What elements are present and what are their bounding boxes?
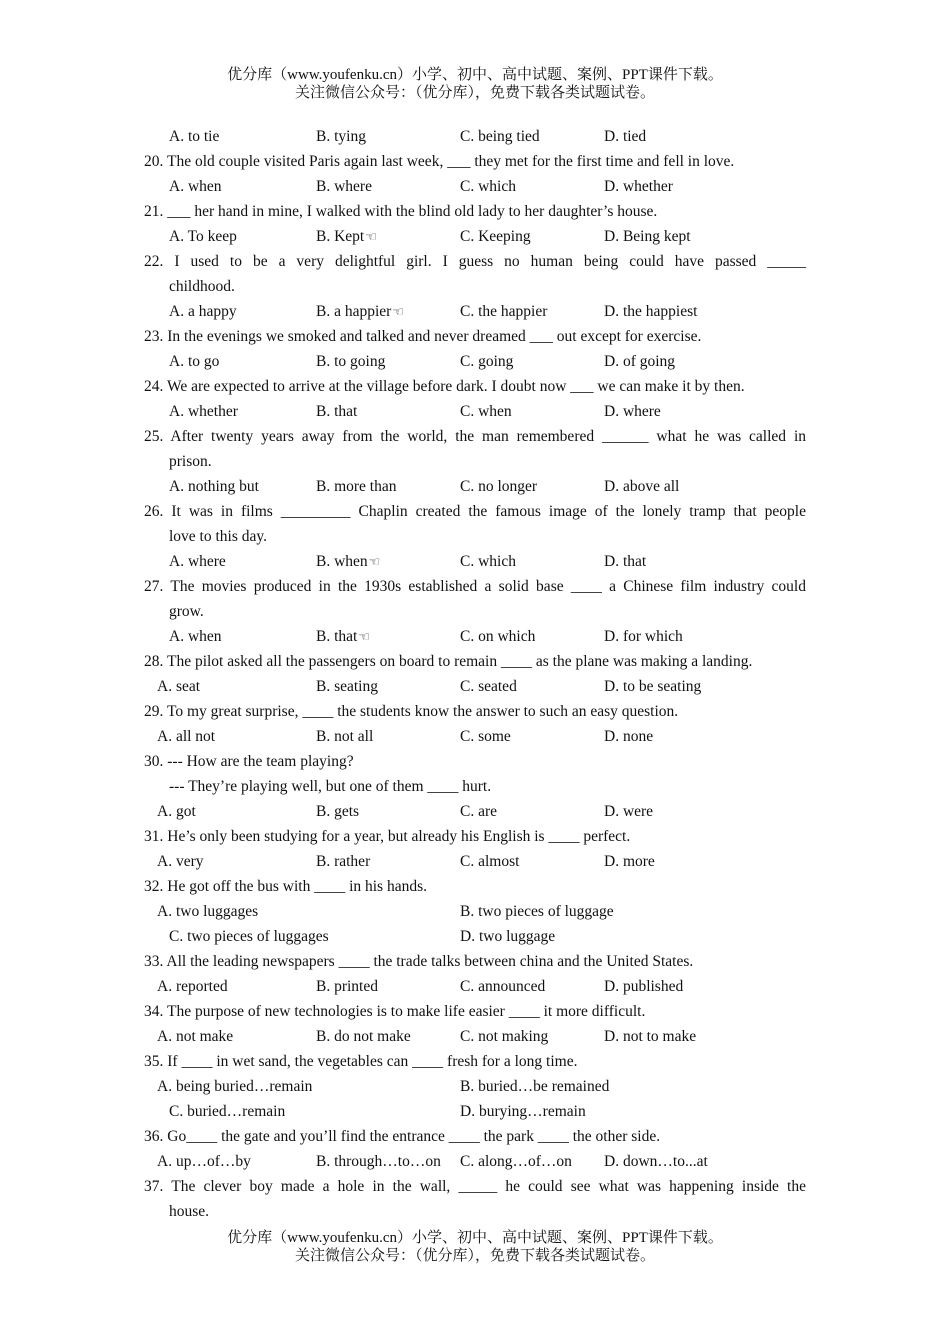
answer-option[interactable] bbox=[460, 974, 545, 999]
answer-options bbox=[144, 224, 806, 249]
answer-option-label: B. not all bbox=[316, 728, 374, 745]
answer-option[interactable] bbox=[316, 349, 385, 374]
answer-option-label: B. more than bbox=[316, 478, 397, 495]
answer-options bbox=[144, 899, 806, 924]
answer-option[interactable] bbox=[316, 799, 359, 824]
answer-option[interactable] bbox=[169, 124, 219, 149]
answer-option[interactable] bbox=[316, 674, 378, 699]
answer-option[interactable] bbox=[460, 1024, 548, 1049]
answer-option-label: C. when bbox=[460, 403, 512, 420]
answer-option[interactable] bbox=[157, 1149, 251, 1174]
answer-option[interactable] bbox=[460, 674, 517, 699]
answer-option[interactable] bbox=[460, 849, 519, 874]
answer-options bbox=[144, 624, 806, 649]
answer-option[interactable] bbox=[604, 474, 679, 499]
answer-option[interactable] bbox=[460, 924, 555, 949]
answer-option-label: A. very bbox=[157, 853, 204, 870]
answer-option[interactable] bbox=[157, 1024, 233, 1049]
answer-options bbox=[144, 849, 806, 874]
answer-option[interactable] bbox=[169, 549, 226, 574]
question-line: 30. --- How are the team playing? bbox=[144, 753, 354, 770]
answer-option-label: C. going bbox=[460, 353, 514, 370]
answer-option-label: D. more bbox=[604, 853, 655, 870]
answer-option-label: A. got bbox=[157, 803, 196, 820]
question-block bbox=[144, 1174, 806, 1224]
question-line: 26. It was in films _________ Chaplin created the famous image of the lonely tramp that people bbox=[144, 503, 806, 520]
answer-option[interactable] bbox=[460, 224, 531, 249]
answer-option-label: A. seat bbox=[157, 678, 201, 695]
answer-option-label: D. not to make bbox=[604, 1028, 697, 1045]
answer-option-label: D. Being kept bbox=[604, 228, 691, 245]
answer-option[interactable] bbox=[460, 899, 614, 924]
answer-option-label: C. not making bbox=[460, 1028, 549, 1045]
answer-option-label: A. a happy bbox=[169, 303, 237, 320]
answer-option-label: D. none bbox=[604, 728, 654, 745]
footer-line-2: 关注微信公众号：（优分库），免费下载各类试题试卷。 bbox=[294, 1248, 655, 1264]
answer-option-label: B. rather bbox=[316, 853, 371, 870]
pointing-hand-icon: ☜ bbox=[392, 304, 404, 319]
answer-option-label: C. some bbox=[460, 728, 511, 745]
question-line: 29. To my great surprise, ____ the students know the answer to such an easy question. bbox=[144, 703, 679, 720]
question-line: 28. The pilot asked all the passengers on board to remain ____ as the plane was making a landing. bbox=[144, 653, 753, 670]
question-line: 34. The purpose of new technologies is to make life easier ____ it more difficult. bbox=[144, 1003, 646, 1020]
answer-option-label: A. all not bbox=[157, 728, 216, 745]
answer-option[interactable] bbox=[169, 924, 329, 949]
answer-options bbox=[144, 349, 806, 374]
answer-option[interactable] bbox=[460, 624, 535, 649]
answer-option[interactable] bbox=[169, 299, 237, 324]
answer-option[interactable] bbox=[460, 124, 540, 149]
answer-option-label: C. no longer bbox=[460, 478, 538, 495]
answer-option[interactable] bbox=[604, 624, 683, 649]
answer-option[interactable] bbox=[604, 799, 653, 824]
answer-option[interactable] bbox=[604, 399, 661, 424]
answer-options bbox=[144, 299, 806, 324]
question-line: 37. The clever boy made a hole in the wall, _____ he could see what was happening inside the bbox=[144, 1178, 806, 1195]
answer-option[interactable] bbox=[169, 399, 238, 424]
answer-option[interactable] bbox=[604, 674, 701, 699]
answer-options bbox=[144, 799, 806, 824]
answer-option-label: A. being buried…remain bbox=[157, 1078, 313, 1095]
answer-option[interactable] bbox=[460, 349, 513, 374]
question-continuation: childhood. bbox=[169, 278, 235, 295]
answer-option-label: C. announced bbox=[460, 978, 546, 995]
question-block bbox=[144, 499, 806, 549]
answer-options bbox=[144, 974, 806, 999]
answer-options bbox=[144, 924, 806, 949]
answer-option[interactable] bbox=[460, 474, 537, 499]
answer-options bbox=[144, 674, 806, 699]
answer-options bbox=[144, 549, 806, 574]
answer-option[interactable] bbox=[169, 349, 219, 374]
answer-option[interactable] bbox=[460, 549, 516, 574]
answer-option-label: C. the happier bbox=[460, 303, 548, 320]
pointing-hand-icon: ☜ bbox=[368, 554, 381, 569]
answer-options bbox=[144, 1099, 806, 1124]
answer-option[interactable] bbox=[169, 224, 237, 249]
answer-option[interactable] bbox=[604, 224, 691, 249]
answer-option[interactable] bbox=[604, 1149, 708, 1174]
answer-option[interactable] bbox=[604, 349, 675, 374]
answer-option-label: B. do not make bbox=[316, 1028, 411, 1045]
answer-option[interactable] bbox=[460, 299, 547, 324]
answer-option-label: D. of going bbox=[604, 353, 676, 370]
answer-option[interactable] bbox=[157, 1074, 312, 1099]
answer-option-label: A. nothing but bbox=[169, 478, 259, 495]
answer-option-label: A. reported bbox=[157, 978, 228, 995]
answer-option-label: D. tied bbox=[604, 128, 647, 145]
answer-option[interactable] bbox=[316, 624, 370, 649]
answer-options bbox=[144, 399, 806, 424]
question-line: 36. Go____ the gate and you’ll find the entrance ____ the park ____ the other side. bbox=[144, 1128, 661, 1145]
question-line: 33. All the leading newspapers ____ the trade talks between china and the United States. bbox=[144, 953, 694, 970]
answer-option[interactable] bbox=[316, 1024, 411, 1049]
answer-options bbox=[144, 1074, 806, 1099]
answer-option-label: B. tying bbox=[316, 128, 366, 145]
answer-option-label: B. two pieces of luggage bbox=[460, 903, 614, 920]
question-continuation: prison. bbox=[169, 453, 212, 470]
answer-option-label: A. up…of…by bbox=[157, 1153, 251, 1170]
question-line: 21. ___ her hand in mine, I walked with the blind old lady to her daughter’s house. bbox=[144, 203, 658, 220]
answer-option-label: B. a happier bbox=[316, 303, 392, 320]
answer-option[interactable] bbox=[316, 124, 366, 149]
answer-option-label: D. where bbox=[604, 403, 661, 420]
page-footer bbox=[0, 1229, 950, 1265]
answer-option[interactable] bbox=[604, 849, 655, 874]
answer-option[interactable] bbox=[157, 974, 228, 999]
question-line: --- They’re playing well, but one of them ____ hurt. bbox=[169, 778, 492, 795]
answer-options bbox=[144, 1024, 806, 1049]
header-line-1: 优分库（www.youfenku.cn）小学、初中、高中试题、案例、PPT课件下载。 bbox=[227, 67, 723, 83]
answer-option-label: A. when bbox=[169, 628, 222, 645]
question-line: 32. He got off the bus with ____ in his hands. bbox=[144, 878, 428, 895]
answer-option-label: A. two luggages bbox=[157, 903, 259, 920]
answer-option-label: D. two luggage bbox=[460, 928, 556, 945]
answer-option[interactable] bbox=[157, 674, 200, 699]
answer-option-label: D. that bbox=[604, 553, 647, 570]
question-block bbox=[144, 249, 806, 299]
answer-option[interactable] bbox=[316, 549, 380, 574]
answer-option[interactable] bbox=[604, 299, 697, 324]
answer-option-label: B. when bbox=[316, 553, 368, 570]
answer-options bbox=[144, 1149, 806, 1174]
answer-option[interactable] bbox=[316, 174, 372, 199]
question-continuation: grow. bbox=[169, 603, 204, 620]
answer-option[interactable] bbox=[169, 174, 222, 199]
answer-option[interactable] bbox=[604, 724, 653, 749]
answer-option[interactable] bbox=[460, 1149, 572, 1174]
answer-option-label: A. where bbox=[169, 553, 226, 570]
answer-option-label: B. printed bbox=[316, 978, 378, 995]
answer-option[interactable] bbox=[460, 174, 516, 199]
answer-option-label: B. that bbox=[316, 628, 358, 645]
answer-option-label: A. to tie bbox=[169, 128, 220, 145]
answer-option-label: C. almost bbox=[460, 853, 520, 870]
question-line: 23. In the evenings we smoked and talked and never dreamed ___ out except for exercise. bbox=[144, 328, 702, 345]
answer-option[interactable] bbox=[169, 624, 222, 649]
question-line: 25. After twenty years away from the world, the man remembered ______ what he was called in bbox=[144, 428, 806, 445]
answer-option[interactable] bbox=[157, 724, 215, 749]
answer-option-label: D. to be seating bbox=[604, 678, 702, 695]
answer-option-label: A. To keep bbox=[169, 228, 237, 245]
question-continuation: love to this day. bbox=[169, 528, 268, 545]
answer-option-label: A. when bbox=[169, 178, 222, 195]
answer-option[interactable] bbox=[460, 399, 512, 424]
answer-option[interactable] bbox=[316, 299, 404, 324]
answer-option[interactable] bbox=[460, 724, 511, 749]
answer-option-label: C. on which bbox=[460, 628, 536, 645]
answer-option-label: B. to going bbox=[316, 353, 386, 370]
answer-option-label: A. not make bbox=[157, 1028, 234, 1045]
question-line: 35. If ____ in wet sand, the vegetables can ____ fresh for a long time. bbox=[144, 1053, 578, 1070]
answer-option[interactable] bbox=[460, 1074, 609, 1099]
header-line-2: 关注微信公众号：（优分库），免费下载各类试题试卷。 bbox=[294, 85, 655, 101]
answer-option[interactable] bbox=[316, 849, 370, 874]
answer-option[interactable] bbox=[604, 974, 683, 999]
answer-option-label: B. through…to…on bbox=[316, 1153, 441, 1170]
answer-option-label: B. seating bbox=[316, 678, 378, 695]
answer-option-label: C. are bbox=[460, 803, 498, 820]
answer-option[interactable] bbox=[316, 724, 373, 749]
answer-option-label: A. to go bbox=[169, 353, 220, 370]
answer-option[interactable] bbox=[460, 1099, 586, 1124]
answer-option-label: D. were bbox=[604, 803, 654, 820]
answer-option[interactable] bbox=[157, 799, 196, 824]
answer-option-label: D. above all bbox=[604, 478, 680, 495]
footer-line-1: 优分库（www.youfenku.cn）小学、初中、高中试题、案例、PPT课件下载。 bbox=[227, 1230, 723, 1246]
question-line: 27. The movies produced in the 1930s established a solid base ____ a Chinese film industry could bbox=[144, 578, 806, 595]
answer-option-label: D. for which bbox=[604, 628, 683, 645]
question-block bbox=[144, 574, 806, 624]
answer-option[interactable] bbox=[157, 849, 204, 874]
answer-options bbox=[144, 474, 806, 499]
answer-option[interactable] bbox=[604, 1024, 696, 1049]
answer-option-label: C. Keeping bbox=[460, 228, 531, 245]
answer-option[interactable] bbox=[604, 549, 646, 574]
answer-option-label: B. buried…be remained bbox=[460, 1078, 610, 1095]
answer-option-label: D. the happiest bbox=[604, 303, 698, 320]
pointing-hand-icon: ☜ bbox=[358, 629, 370, 644]
answer-option[interactable] bbox=[169, 474, 259, 499]
answer-option-label: B. where bbox=[316, 178, 372, 195]
answer-option-label: B. that bbox=[316, 403, 358, 420]
answer-options bbox=[144, 174, 806, 199]
question-line: 24. We are expected to arrive at the village before dark. I doubt now ___ we can make it by then. bbox=[144, 378, 745, 395]
answer-option-label: B. Kept bbox=[316, 228, 365, 245]
answer-option[interactable] bbox=[316, 474, 397, 499]
answer-option[interactable] bbox=[604, 174, 673, 199]
answer-option[interactable] bbox=[316, 224, 377, 249]
answer-option-label: C. which bbox=[460, 178, 516, 195]
answer-option-label: C. along…of…on bbox=[460, 1153, 572, 1170]
answer-option[interactable] bbox=[316, 399, 357, 424]
answer-option[interactable] bbox=[169, 1099, 285, 1124]
answer-option-label: C. two pieces of luggages bbox=[169, 928, 329, 945]
exam-content bbox=[144, 124, 806, 1224]
page-header bbox=[0, 66, 950, 102]
answer-options bbox=[144, 724, 806, 749]
answer-option-label: D. published bbox=[604, 978, 684, 995]
question-line: 20. The old couple visited Paris again last week, ___ they met for the first time and fell in love. bbox=[144, 153, 735, 170]
answer-option-label: C. being tied bbox=[460, 128, 540, 145]
answer-option[interactable] bbox=[316, 974, 378, 999]
answer-option-label: C. which bbox=[460, 553, 516, 570]
question-line: 22. I used to be a very delightful girl. I guess no human being could have passed _____ bbox=[144, 253, 806, 270]
answer-option-label: D. burying…remain bbox=[460, 1103, 586, 1120]
answer-option[interactable] bbox=[604, 124, 646, 149]
answer-options bbox=[144, 124, 806, 149]
answer-option-label: D. down…to...at bbox=[604, 1153, 708, 1170]
pointing-hand-icon: ☜ bbox=[365, 229, 377, 244]
question-block bbox=[144, 424, 806, 474]
answer-option-label: B. gets bbox=[316, 803, 360, 820]
answer-option[interactable] bbox=[460, 799, 497, 824]
answer-option-label: C. seated bbox=[460, 678, 517, 695]
question-line: 31. He’s only been studying for a year, but already his English is ____ perfect. bbox=[144, 828, 631, 845]
answer-option-label: D. whether bbox=[604, 178, 673, 195]
answer-option-label: C. buried…remain bbox=[169, 1103, 286, 1120]
answer-option[interactable] bbox=[316, 1149, 441, 1174]
answer-option-label: A. whether bbox=[169, 403, 238, 420]
question-continuation: house. bbox=[169, 1203, 210, 1220]
answer-option[interactable] bbox=[157, 899, 258, 924]
